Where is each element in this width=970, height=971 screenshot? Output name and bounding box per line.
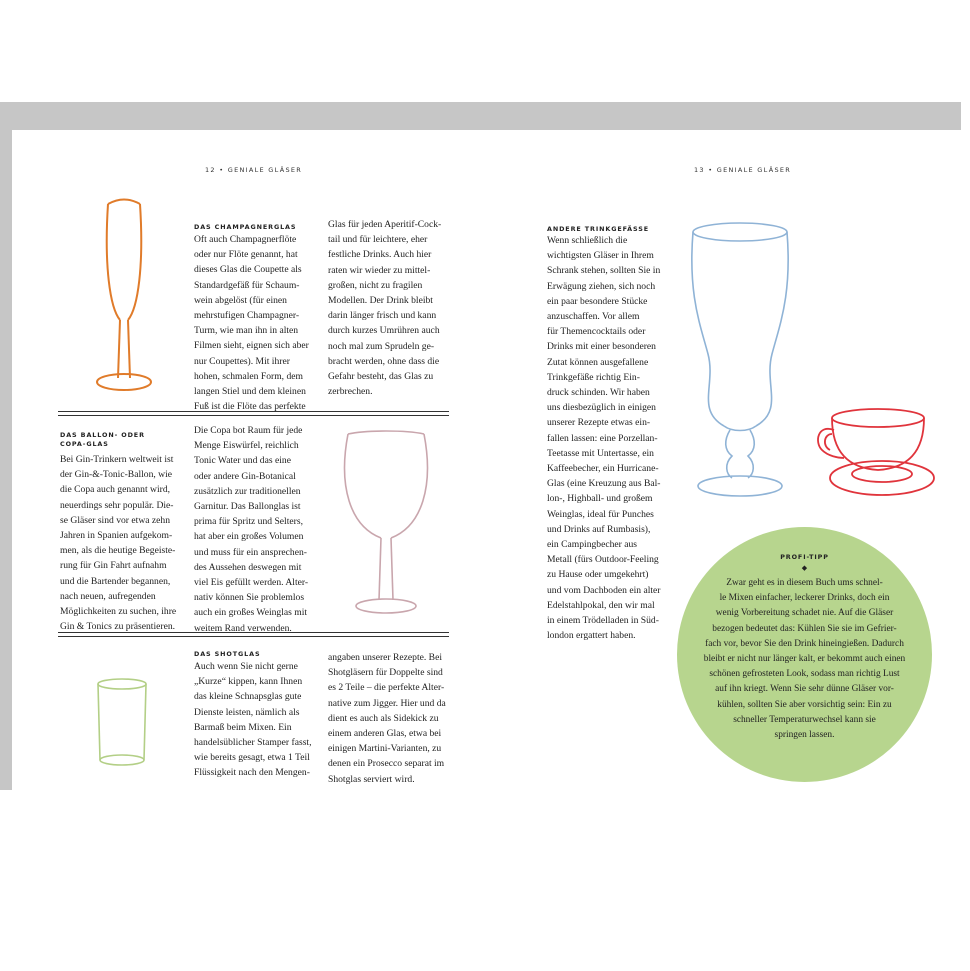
shot-text-col1: Auch wenn Sie nicht gerne „Kurze“ kippen, kann Ihnen das kleine Schnapsglas gute Dienste leisten, nämlich als Barmaß beim Mixen. Ein handelsüblicher Stamper fasst, wie bereits gesagt, etwa 1 Teil Flüssigkeit nach den Mengen- bbox=[194, 661, 312, 779]
heading-shotglas: DAS SHOTGLAS bbox=[194, 650, 261, 658]
ballon-glass-icon bbox=[336, 426, 436, 618]
champagne-text-col2: Glas für jeden Aperitif-Cock- tail und für leichtere, eher festliche Drinks. Auch hier raten wir wieder zu mittel- großen, nicht zu fragilen Modellen. Der Drink bleibt darin länger frisch und kann durch kurzes Umrühren auch noch mal zum Sprudeln ge- bracht werden, ohne dass die Gefahr besteht, das Glas zu zerbrechen. bbox=[328, 219, 442, 398]
champagne-text-col1: Oft auch Champagnerflöte oder nur Flöte genannt, hat dieses Glas die Coupette als Standardgefäß für Schaum- wein abgelöst (für einen mehrstufigen Champagner- Turm, wie man ihn in alten Filmen sieht, eignen sich aber nur Coupettes). Mit ihrer hohen, schmalen Form, dem langen Stiel und dem kleinen Fuß ist die Flöte das perfekte bbox=[194, 234, 309, 413]
page-header-right: 13 • GENIALE GLÄSER bbox=[694, 166, 792, 174]
shot-glass-icon bbox=[92, 674, 152, 774]
heading-champagnerglas: DAS CHAMPAGNERGLAS bbox=[194, 223, 297, 231]
diamond-bullet-icon: ◆ bbox=[801, 564, 808, 572]
section-divider-1 bbox=[58, 411, 449, 416]
ballon-text-col2: Die Copa bot Raum für jede Menge Eiswürfel, reichlich Tonic Water und das eine oder andere Gin-Botanical zusätzlich zur traditionellen Garnitur. Das Ballonglas ist prima für Spritz und Selters, hat aber ein großes Volumen und muss für ein ansprechen- des Aussehen deswegen mit viel Eis gefüllt werden. Alter- nativ können Sie problemlos auch ein großes Weinglas mit weitem Rand verwenden. bbox=[194, 425, 309, 634]
profi-tipp-title: PROFI-TIPP bbox=[780, 553, 829, 561]
champagne-flute-icon bbox=[93, 196, 155, 396]
profi-tipp-box bbox=[677, 527, 932, 782]
teacup-icon bbox=[812, 404, 938, 500]
andere-text: Wenn schließlich die wichtigsten Gläser in Ihrem Schrank stehen, sollten Sie in Erwägung ziehen, sich noch ein paar besondere Stücke anzuschaffen. Vor allem für Themencocktails oder Drinks mit einer besonderen Zutat können ausgefallene Trinkgefäße richtig Ein- druck schinden. Wir haben uns diesbezüglich in einigen unserer Rezepte etwas ein- fallen lassen: eine Porzellan- Teetasse mit Untertasse, ein Kaffeebecher, ein Hurricane- Glas (eine Kreuzung aus Bal- lon-, Highball- und großem Weinglas, ideal für Punches und Drinks auf Rumbasis), ein Campingbecher aus Metall (fürs Outdoor-Feeling zu Hause oder umgekehrt) und vom Dachboden ein alter Edelstahlpokal, den wir mal in einem Trödelladen in Süd- london ergattert haben. bbox=[547, 235, 661, 642]
profi-tipp-text: Zwar geht es in diesem Buch ums schnel- le Mixen einfacher, leckerer Drinks, doch ein wenig Vorbereitung schadet nie. Auf die Gläser bezogen bedeutet das: Kühlen Sie sie im Gefrier- fach vor, bevor Sie den Drink hineingießen. Dadurch bleibt er nicht nur länger kalt, er bekommt auch einen schönen gefrosteten Look, sodass man richtig Lust auf ihn kriegt. Wenn Sie sehr dünne Gläser vor- kühlen, sollten Sie aber vorsichtig sein: Ein zu schneller Temperaturwechsel kann sie springen lassen. bbox=[703, 578, 906, 741]
heading-andere-trinkgefaesse: ANDERE TRINKGEFÄSSE bbox=[547, 225, 650, 233]
hurricane-glass-icon bbox=[686, 214, 796, 504]
heading-ballon-glas: DAS BALLON- ODER COPA-GLAS bbox=[60, 431, 145, 448]
ballon-text-col1: Bei Gin-Trinkern weltweit ist der Gin-&-Tonic-Ballon, wie die Copa auch genannt wird, neuerdings sehr populär. Die- se Gläser sind vor etwa zehn Jahren in Spanien aufgekom- men, als die heutige Begeiste- rung für Gin Fahrt aufnahm und die Bartender begannen, nach neuen, aufregenden Möglichkeiten zu suchen, ihre Gin & Tonics zu präsentieren. bbox=[60, 454, 177, 633]
shot-text-col2: angaben unserer Rezepte. Bei Shotgläsern für Doppelte sind es 2 Teile – die perfekte Alter- native zum Jigger. Hier und da dient es auch als Sidekick zu einem anderen Glas, etwa bei einigen Martini-Varianten, zu denen ein Prosecco separat im Shotglas serviert wird. bbox=[328, 652, 446, 785]
section-divider-2 bbox=[58, 632, 449, 637]
page-header-left: 12 • GENIALE GLÄSER bbox=[205, 166, 303, 174]
